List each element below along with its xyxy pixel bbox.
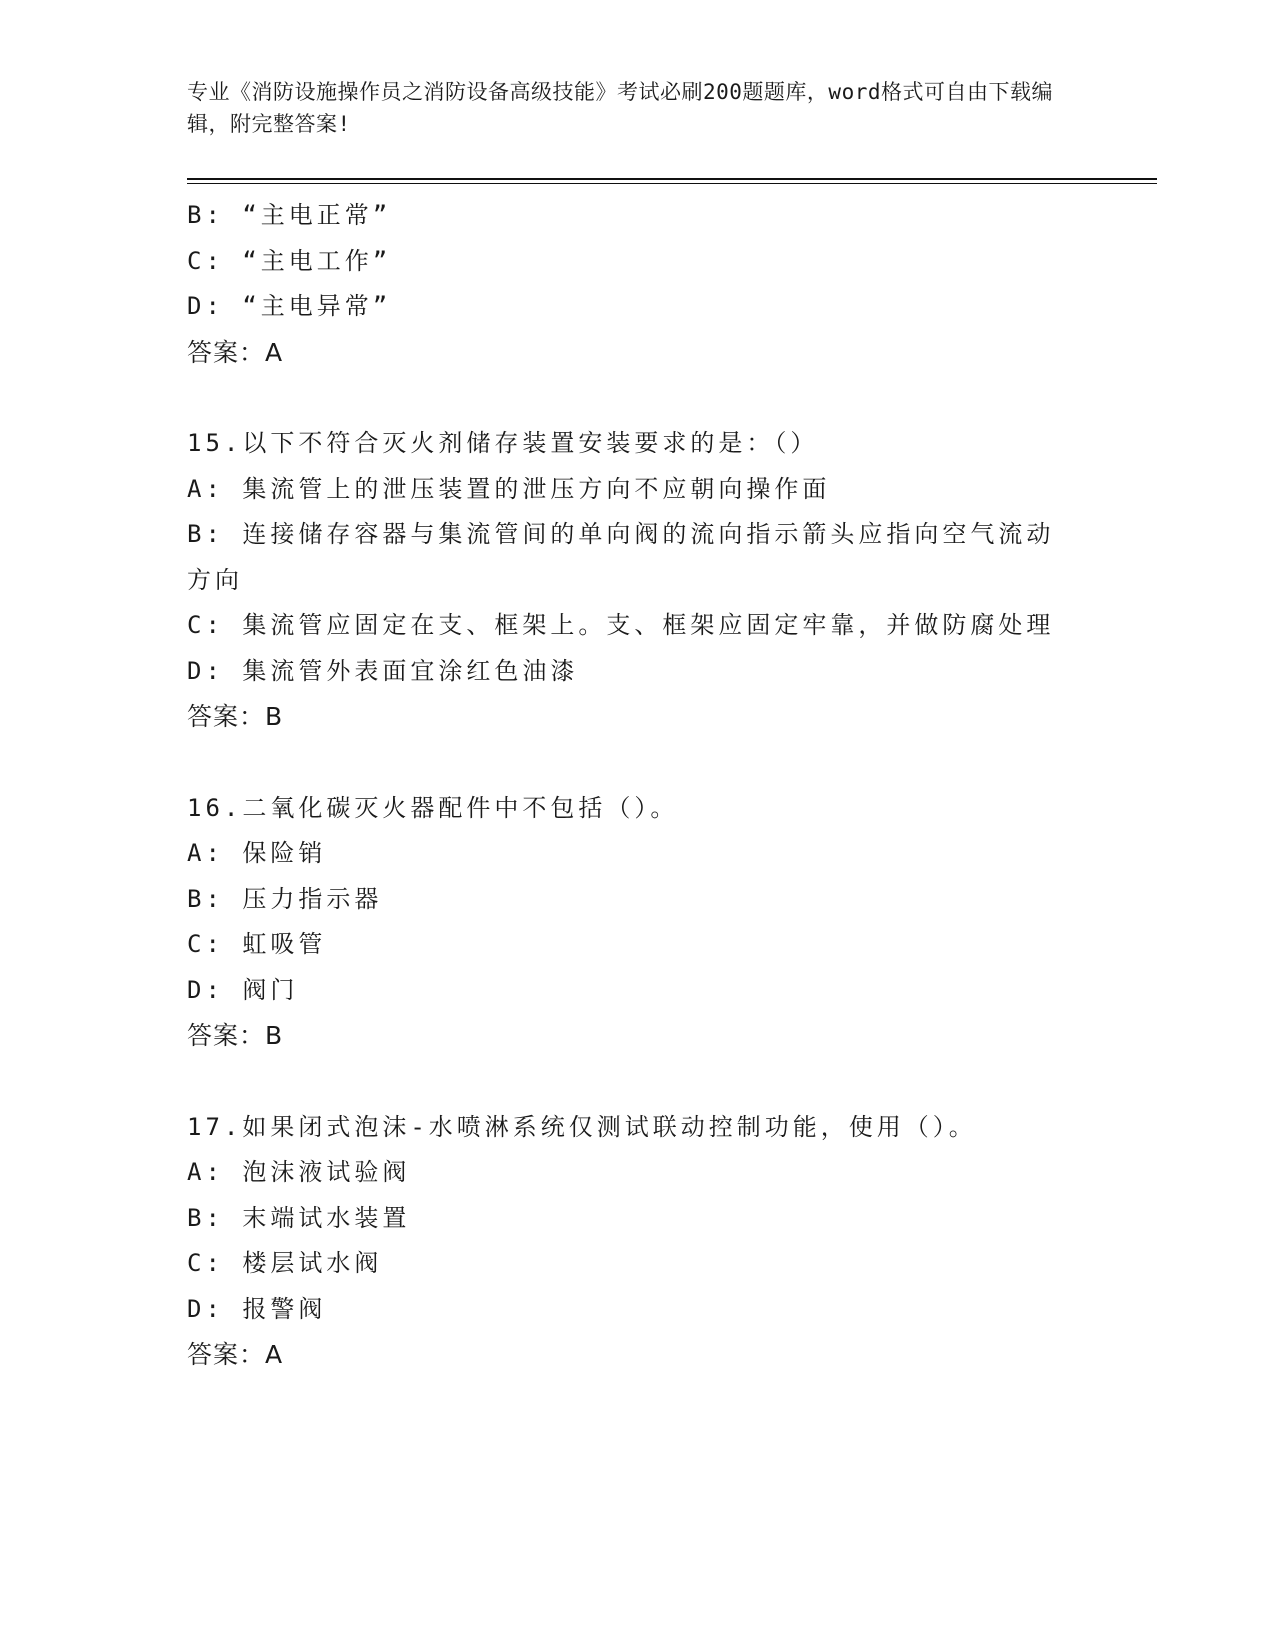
question-list — [187, 193, 1087, 1378]
option-d: D: 阀门 — [187, 975, 299, 1004]
question-stem: 17.如果闭式泡沫-水喷淋系统仅测试联动控制功能，使用（）。 — [187, 1112, 977, 1141]
option-c: C: 集流管应固定在支、框架上。支、框架应固定牢靠，并做防腐处理 — [187, 611, 1055, 639]
option-b: B: 压力指示器 — [187, 884, 383, 913]
option-c: C: “主电工作” — [187, 246, 392, 275]
option-a: A: 保险销 — [187, 839, 327, 867]
option-b: B: 连接储存容器与集流管间的单向阀的流向指示箭头应指向空气流动方向 — [187, 520, 1055, 594]
answer-line: 答案：A — [187, 337, 284, 367]
option-c: C: 楼层试水阀 — [187, 1249, 383, 1277]
question-16 — [187, 786, 1087, 1059]
answer-line: 答案：B — [187, 702, 284, 731]
question-17 — [187, 1105, 1087, 1378]
answer-line: 答案：A — [187, 1340, 284, 1369]
option-a: A: 泡沫液试验阀 — [187, 1158, 411, 1186]
answer-line: 答案：B — [187, 1021, 284, 1050]
option-d: D: 报警阀 — [187, 1294, 327, 1323]
option-a: A: 集流管上的泄压装置的泄压方向不应朝向操作面 — [187, 474, 831, 503]
question-15 — [187, 421, 1087, 740]
question-14-partial — [187, 193, 1087, 375]
option-c: C: 虹吸管 — [187, 930, 327, 958]
option-b: B: “主电正常” — [187, 201, 392, 229]
header-rule-thick — [187, 178, 1157, 180]
option-d: D: “主电异常” — [187, 292, 392, 320]
question-stem: 16.二氧化碳灭火器配件中不包括（）。 — [187, 793, 679, 822]
option-b: B: 末端试水装置 — [187, 1203, 411, 1232]
question-stem: 15.以下不符合灭火剂储存装置安装要求的是：（） — [187, 429, 819, 457]
document-header: 专业《消防设施操作员之消防设备高级技能》考试必刷200题题库，word格式可自由下载编辑，附完整答案! — [187, 80, 1053, 136]
option-d: D: 集流管外表面宜涂红色油漆 — [187, 656, 579, 685]
header-rule-thin — [187, 183, 1157, 184]
